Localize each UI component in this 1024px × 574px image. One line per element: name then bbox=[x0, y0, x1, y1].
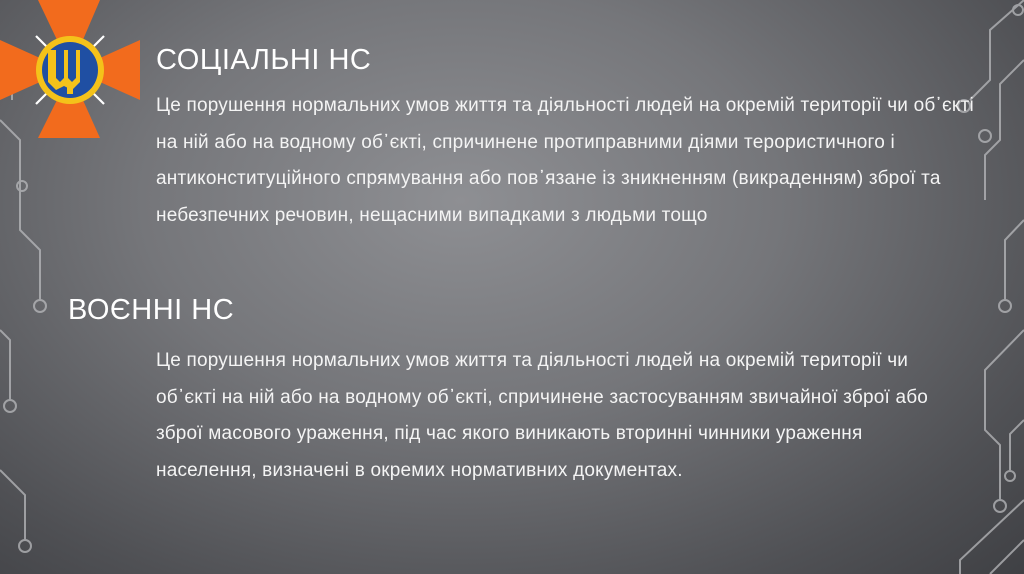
military-emergencies-heading: ВОЄННІ НС bbox=[68, 294, 235, 326]
military-emergencies-definition: Це порушення нормальних умов життя та діяльності людей на окремій території чи об᾿єкті на ній або на водному об᾿єкті, спричинене застосуванням звичайної зброї або зброї масового ураження, під час якого виникають вторинні чинники ураження населення, визначені в окремих нормативних документах. bbox=[156, 350, 929, 481]
state-emergency-service-emblem-icon bbox=[0, 0, 140, 140]
social-emergencies-heading: СОЦІАЛЬНІ НС bbox=[156, 44, 372, 76]
social-emergencies-definition: Це порушення нормальних умов життя та діяльності людей на окремій території чи об᾿єкті на ній або на водному об᾿єкті, спричинене протиправними діями терористичного і антиконституційного спрямування або пов᾿язане із зникненням (викраденням) зброї та небезпечних речовин, нещасними випадками з людьми тощо bbox=[156, 95, 974, 226]
